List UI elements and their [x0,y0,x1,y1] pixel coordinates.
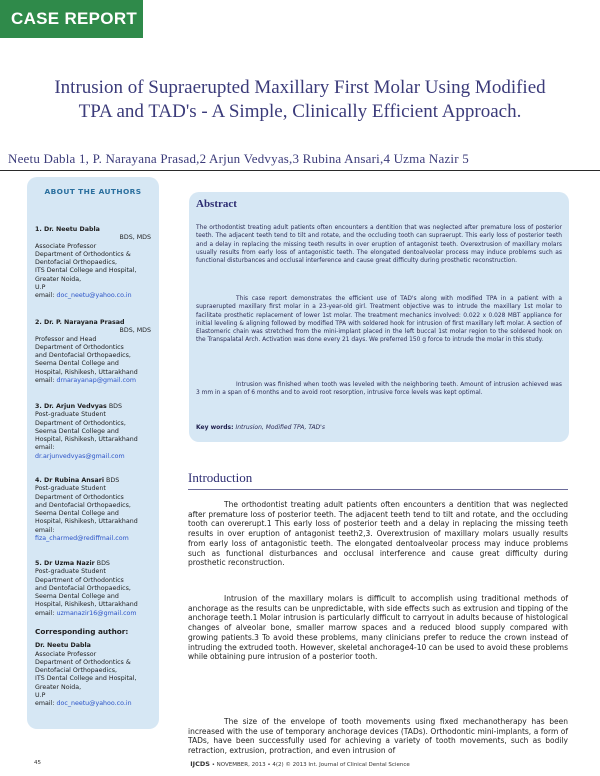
affiliation-line: Department of Orthodontics & [35,658,131,666]
affiliation-line: Associate Professor [35,650,97,658]
author-info-2 [35,319,159,385]
author-degree: BDS [106,477,120,484]
page-footer [0,760,600,774]
about-authors-title: ABOUT THE AUTHORS [44,187,142,196]
affiliation-line: and Dentofacial Orthopaedics, [35,584,131,592]
author-degree: BDS [108,403,122,410]
author-info-1 [35,226,159,301]
affiliation-line: email: [35,444,55,452]
author-name: 5. Dr Uzma Nazir [35,560,95,567]
affiliation-line: Seema Dental College and [35,427,119,435]
corresponding-author-title: Corresponding author: [35,627,129,636]
corresponding-author [35,628,159,709]
affiliation-line: Hospital, Rishikesh, Uttarakhand [35,368,138,376]
author-info-3 [35,403,159,461]
affiliation-line: Greater Noida, [35,683,82,691]
email-link[interactable]: doc_neetu@yahoo.co.in [56,700,132,708]
affiliation-line: Professor and Head [35,335,97,343]
author-info-4 [35,477,159,543]
author-degree: BDS [96,560,110,567]
intro-paragraph-2: Intrusion of the maxillary molars is difficult to accomplish using traditional methods of anchorage as the results can be unpredictable, with side effects such as extrusion and tipping of the anchorage teeth.1 Molar intrusion is particularly difficult to carryout in adults because of histological changes of alveolar bone, smaller marrow spaces and a reduced blood supply compared with growing patients.3 To avoid these problems, many clinicians prefer to reduce the crown instead of intruding the extruded tooth. However, skeletal anchorage4-10 can be used to avoid these problems while obtaining pure intrusion of a posterior tooth. [188,594,568,662]
author-list: Neetu Dabla 1, P. Narayana Prasad,2 Arjun Vedvyas,3 Rubina Ansari,4 Uzma Nazir 5 [8,151,469,166]
email-link[interactable]: drnarayanap@gmail.com [56,377,136,385]
affiliation-line: Greater Noida, [35,275,82,283]
email-label: email: [35,609,55,617]
author-name: 1. Dr. Neetu Dabla [35,226,100,233]
affiliation-line: Dentofacial Orthopaedics, [35,667,118,675]
affiliation-line: Seema Dental College and [35,593,119,601]
article-type-tag: CASE REPORT [0,0,143,38]
affiliation-line: Dentofacial Orthopaedics, [35,259,118,267]
affiliation-line: Department of Orthodontics [35,576,124,584]
introduction-heading: Introduction [188,470,253,485]
affiliation-line: Department of Orthodontics & [35,250,131,258]
abstract-paragraph-2: This case report demonstrates the efficient use of TAD's along with modified TPA in a patient with a supraerupted maxillary first molar in a 23-year-old girl. Treatment objective was to intrude the maxillary 1st molar to facilitate prosthetic replacement of lower 1st molar. The treatment mechanics involved: 0.022 x 0.028 MBT appliance for initial leveling & aligning followed by modified TPA with soldered hook for intrusion of first maxillary left molar. A section of Elastomeric chain was stretched from the mini-implant placed in the left buccal 1st molar region to the soldered hook on the Transpalatal Arch. Activation was done every 21 days. We preferred 150 g force to intrude the molar in this study. [196,296,562,344]
abstract-paragraph-3: Intrusion was finished when tooth was leveled with the neighboring teeth. Amount of intrusion achieved was 3 mm in a span of 6 months and to avoid root resorption, intrusive force levels was kept optimal. [196,382,562,397]
intro-paragraph-1: The orthodontist treating adult patients often encounters a dentition that was neglected after premature loss of posterior teeth. The adjacent teeth tend to tilt and rotate, and the occluding tooth can overerupt.1 This early loss of posterior teeth and a delay in replacing the missing teeth results in over eruption of antagonist teeth2,3. Overextrusion of maxillary molars usually results from early loss of antagonistic teeth. The elongated dentoalveolar process may induce problems such as functional disturbances and occlusal interference and cause great difficulty during prosthetic reconstruction. [188,500,568,568]
header-divider [0,170,600,171]
affiliation-line: Associate Professor [35,242,97,250]
introduction-divider [188,489,568,490]
email-link[interactable]: uzmanazir16@gmail.com [56,609,137,617]
affiliation-line: Department of Orthodontics [35,493,124,501]
author-name: 4. Dr Rubina Ansari [35,477,105,484]
affiliation-line: Department of Orthodontics, [35,419,126,427]
affiliation-line: Hospital, Rishikesh, Uttarakhand [35,518,138,526]
email-label: email: [35,700,55,708]
journal-abbrev: IJCDS [190,760,210,768]
abstract-heading: Abstract [196,198,237,210]
affiliation-line: email: [35,526,55,534]
author-name: Dr. Neetu Dabla [35,642,91,650]
email-label: email: [35,377,55,385]
affiliation-line: and Dentofacial Orthopaedics, [35,352,131,360]
intro-paragraph-3: The size of the envelope of tooth movements using fixed mechanotherapy has been increased with the use of temporary anchorage devices (TADs). Orthodontic mini-implants, a form of TADs, have been successfully used for achieving a variety of tooth movements, such as bodily retraction, extrusion, protraction, and even intrusion of [188,717,568,756]
affiliation-line: U.P [35,692,46,700]
affiliation-line: Post-graduate Student [35,485,106,493]
keywords-value: Intrusion, Modified TPA, TAD's [235,424,325,431]
author-degree: BDS, MDS [119,327,151,335]
affiliation-line: Seema Dental College and [35,510,119,518]
article-title [0,76,600,124]
affiliation-line: and Dentofacial Orthopaedics, [35,501,131,509]
affiliation-line: U.P [35,284,46,292]
affiliation-line: Hospital, Rishikesh, Uttarakhand [35,601,138,609]
abstract-box [189,192,569,442]
affiliation-line: Post-graduate Student [35,411,106,419]
title-line-1: Intrusion of Supraerupted Maxillary First Molar Using Modified [54,77,546,98]
author-name: 2. Dr. P. Narayana Prasad [35,319,125,326]
author-info-5 [35,560,159,618]
title-line-2: TPA and TAD's - A Simple, Clinically Efficient Approach. [78,101,522,122]
author-degree: BDS, MDS [119,234,151,242]
keywords [196,424,325,431]
email-link[interactable]: fiza_charmed@rediffmail.com [35,535,129,543]
affiliation-line: Department of Orthodontics [35,343,124,351]
keywords-label: Key words: [196,424,234,431]
affiliation-line: Hospital, Rishikesh, Uttarakhand [35,436,138,444]
email-label: email: [35,292,55,300]
affiliation-line: ITS Dental College and Hospital, [35,675,137,683]
email-link[interactable]: doc_neetu@yahoo.co.in [56,292,132,300]
journal-info [0,760,600,768]
affiliation-line: ITS Dental College and Hospital, [35,267,137,275]
journal-issue: • NOVEMBER, 2013 • 4(2) © 2013 Int. Journal of Clinical Dental Science [211,762,410,768]
page-number: 45 [34,760,41,766]
email-link[interactable]: dr.arjunvedvyas@gmail.com [35,452,125,460]
abstract-paragraph-1: The orthodontist treating adult patients often encounters a dentition that was neglected after premature loss of posterior teeth. The adjacent teeth tend to tilt and rotate, and the occluding tooth can supraerupt. This early loss of posterior teeth and a delay in replacing the missing teeth results in over eruption of antagonist teeth. Overextrusion of maxillary molars usually results from early loss of antagonistic teeth. The elongated dentoalveolar process may induce problems such as functional disturbances and occlusal interference and cause great difficulty during prosthetic reconstruction. [196,225,562,265]
author-name: 3. Dr. Arjun Vedvyas [35,403,107,410]
affiliation-line: Seema Dental College and [35,360,119,368]
affiliation-line: Post-graduate Student [35,568,106,576]
about-authors-panel [27,177,159,729]
